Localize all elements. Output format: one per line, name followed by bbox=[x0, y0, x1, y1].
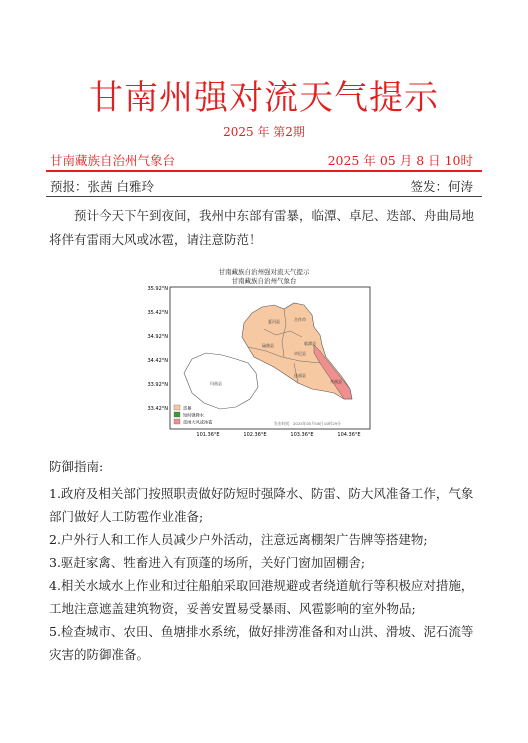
issue-datetime: 2025 年 05 月 8 日 10时 bbox=[327, 153, 473, 168]
county-label: 迭部县 bbox=[294, 373, 306, 378]
lat-label: 33.42°N bbox=[147, 406, 168, 412]
legend-label: 雷暴 bbox=[183, 405, 192, 411]
county-label: 合作市 bbox=[294, 317, 306, 322]
issue-number: 2025 年 第2期 bbox=[223, 125, 305, 139]
guide-title: 防御指南: bbox=[49, 459, 104, 474]
county-label: 舟曲县 bbox=[330, 379, 342, 384]
county-label: 卓尼县 bbox=[294, 351, 306, 356]
lat-label: 35.42°N bbox=[147, 310, 168, 316]
lat-label: 35.92°N bbox=[147, 286, 168, 292]
header-divider bbox=[46, 170, 482, 172]
map-subtitle: 甘南藏族自治州气象台 bbox=[231, 277, 297, 285]
lat-label: 33.92°N bbox=[147, 382, 168, 388]
guide-list bbox=[49, 482, 481, 666]
warning-map bbox=[144, 265, 384, 445]
lon-label: 102.36°E bbox=[243, 432, 267, 438]
county-label: 临潭县 bbox=[304, 341, 316, 346]
lon-label: 101.36°E bbox=[196, 432, 220, 438]
legend-swatch-thunder bbox=[174, 405, 180, 410]
lat-label: 34.92°N bbox=[147, 334, 168, 340]
guide-item: 2.户外行人和工作人员减少户外活动，注意远离棚架广告牌等搭建物; bbox=[49, 532, 428, 547]
guide-item: 4.相关水域水上作业和过往船舶采取回港规避或者绕道航行等积极应对措施，工地注意遮盖建筑物资，妥善安置易受暴雨、风雹影响的室外物品; bbox=[49, 578, 474, 616]
county-label: 碌曲县 bbox=[262, 343, 274, 348]
legend-swatch-hail bbox=[174, 419, 180, 424]
legend-label: 雷雨大风或冰雹 bbox=[183, 419, 213, 425]
forecaster-line: 预报：张茜 白雅玲 bbox=[50, 179, 154, 194]
lat-label: 34.42°N bbox=[147, 358, 168, 364]
agency-name: 甘南藏族自治州气象台 bbox=[50, 153, 176, 168]
guide-item: 1.政府及相关部门按照职责做好防短时强降水、防雷、防大风准备工作，气象部门做好人工防雹作业准备; bbox=[49, 486, 474, 524]
guide-item: 3.驱赶家禽、牲畜进入有顶蓬的场所，关好门窗加固棚舍; bbox=[49, 555, 366, 570]
map-footer: 发布时间：2025年05月08日10时29分 bbox=[274, 421, 341, 426]
summary-paragraph: 预计今天下午到夜间，我州中东部有雷暴，临潭、卓尼、迭部、舟曲局地将伴有雷雨大风或冰雹，请注意防范！ bbox=[49, 208, 475, 247]
legend-label: 短时强降水 bbox=[183, 412, 204, 418]
sub-divider bbox=[46, 196, 482, 197]
guide-item: 5.检查城市、农田、鱼塘排水系统，做好排涝准备和对山洪、滑坡、泥石流等灾害的防御准备。 bbox=[49, 624, 474, 662]
map-svg bbox=[144, 265, 384, 445]
map-title: 甘南藏族自治州强对流天气提示 bbox=[218, 268, 310, 276]
page-title: 甘南州强对流天气提示 bbox=[89, 78, 439, 118]
county-label: 玛曲县 bbox=[210, 381, 222, 386]
lon-label: 103.36°E bbox=[290, 432, 314, 438]
county-label: 夏河县 bbox=[268, 319, 280, 324]
issuer-line: 签发：何涛 bbox=[410, 179, 473, 194]
lon-label: 104.36°E bbox=[337, 432, 361, 438]
legend-swatch-rain bbox=[174, 412, 180, 417]
